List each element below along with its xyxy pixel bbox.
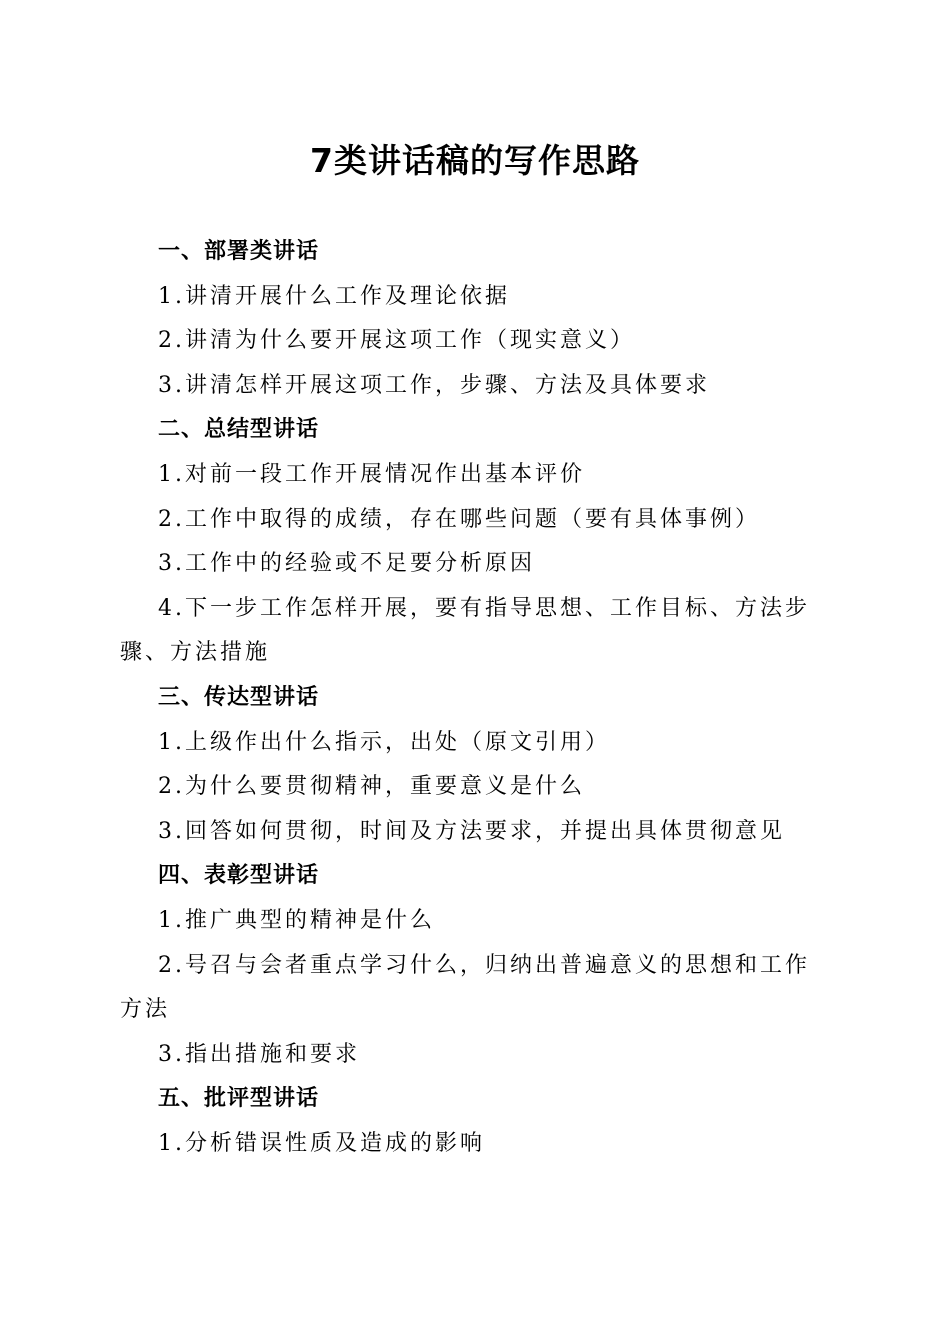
list-item: 1.推广典型的精神是什么	[158, 907, 435, 933]
section-heading: 五、批评型讲话	[158, 1086, 320, 1112]
list-item: 2.讲清为什么要开展这项工作（现实意义）	[158, 328, 635, 354]
list-item: 3.指出措施和要求	[158, 1041, 360, 1067]
list-item: 1.对前一段工作开展情况作出基本评价	[158, 461, 585, 487]
list-item: 3.回答如何贯彻，时间及方法要求，并提出具体贯彻意见	[158, 818, 785, 844]
list-item: 4.下一步工作怎样开展，要有指导思想、工作目标、方法步骤、方法措施	[120, 595, 810, 666]
list-item: 1.上级作出什么指示，出处（原文引用）	[158, 729, 610, 755]
document-title: 7类讲话稿的写作思路	[310, 141, 640, 180]
document-body	[120, 230, 830, 1166]
list-item: 2.为什么要贯彻精神，重要意义是什么	[158, 774, 585, 800]
list-item: 2.工作中取得的成绩，存在哪些问题（要有具体事例）	[158, 506, 760, 532]
list-item: 1.讲清开展什么工作及理论依据	[158, 283, 510, 309]
section-heading: 一、部署类讲话	[158, 239, 320, 264]
section-heading: 三、传达型讲话	[158, 684, 320, 710]
list-item: 3.讲清怎样开展这项工作，步骤、方法及具体要求	[158, 372, 710, 398]
list-item: 2.号召与会者重点学习什么，归纳出普遍意义的思想和工作方法	[120, 952, 810, 1023]
list-item: 3.工作中的经验或不足要分析原因	[158, 551, 535, 577]
section-heading: 二、总结型讲话	[158, 417, 320, 443]
section-heading: 四、表彰型讲话	[158, 863, 320, 889]
list-item: 1.分析错误性质及造成的影响	[158, 1130, 485, 1156]
